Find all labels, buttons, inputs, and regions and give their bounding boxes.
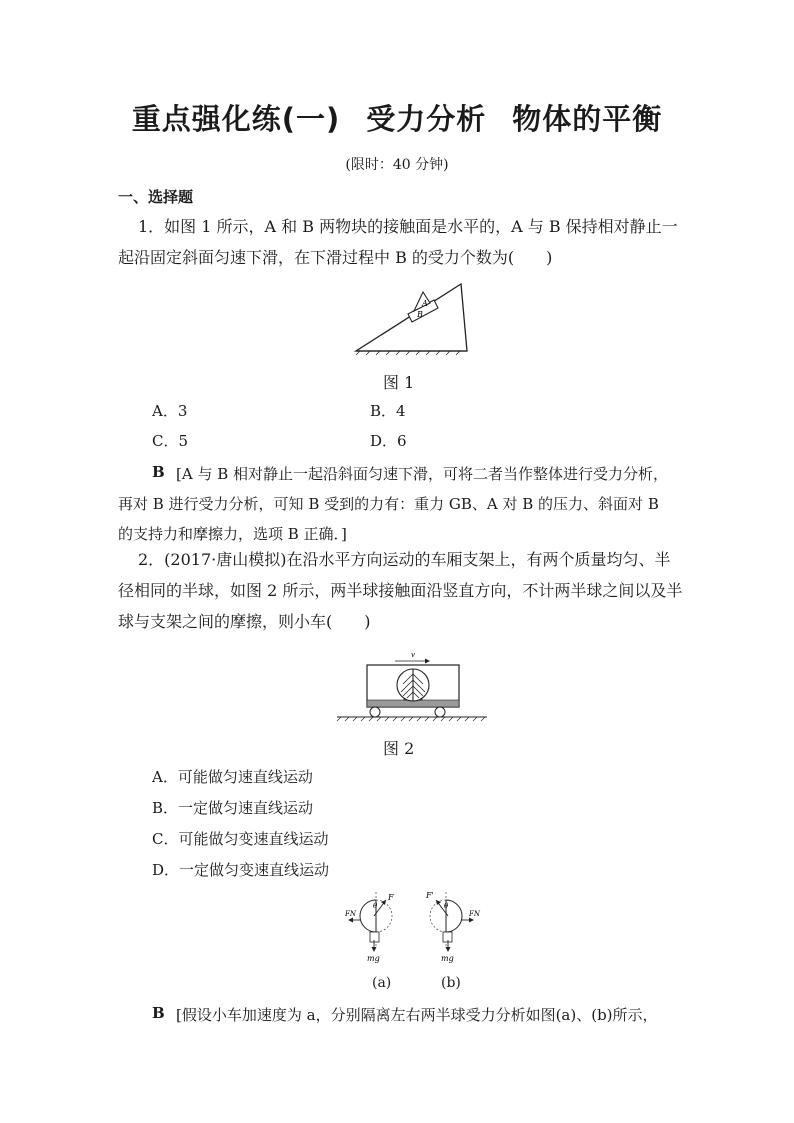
- subcaption-b: (b): [441, 975, 461, 991]
- q1-explanation-line-1: [A 与 B 相对静止一起沿斜面匀速下滑，可将二者当作整体进行受力分析，: [176, 465, 669, 483]
- left-wheel: [370, 707, 380, 717]
- q2-cart-figure: [333, 650, 491, 722]
- ground-hatching-2: [337, 717, 485, 721]
- label-b: B: [417, 310, 423, 319]
- velocity-arrowhead: [425, 659, 430, 664]
- label-theta-b: θ: [444, 902, 449, 910]
- right-wheel: [435, 707, 445, 717]
- label-fn-a: FN: [345, 910, 356, 918]
- q1-option-d: D．6: [370, 432, 407, 450]
- q1-incline-figure: [350, 278, 475, 358]
- q1-figure-caption: 图 1: [383, 373, 415, 392]
- q2-answer-letter: B: [152, 1004, 165, 1022]
- label-mg-b: mg: [441, 954, 454, 963]
- q1-option-a: A．3: [152, 402, 188, 420]
- subcaption-a: (a): [372, 975, 392, 991]
- q2-figure-caption: 图 2: [383, 739, 415, 758]
- fn-arrowhead-b: [469, 918, 474, 923]
- q2-option-b: B．一定做匀速直线运动: [152, 799, 314, 817]
- q2-option-c: C．可能做匀变速直线运动: [152, 830, 329, 848]
- label-v: v: [411, 651, 415, 659]
- fn-arrowhead-a: [348, 918, 353, 923]
- support-a: [370, 932, 379, 942]
- label-f-a: F: [388, 893, 394, 902]
- label-theta-a: θ: [373, 902, 378, 910]
- q1-option-c: C．5: [152, 432, 189, 450]
- support-b: [443, 932, 452, 942]
- title-part2: 受力分析: [366, 102, 487, 136]
- q1-option-b: B．4: [370, 402, 406, 420]
- q1-stem-line-1: 1．如图 1 所示，A 和 B 两物块的接触面是水平的，A 与 B 保持相对静止一: [138, 217, 678, 236]
- title-part3: 物体的平衡: [512, 102, 663, 136]
- label-f-prime-b: F': [426, 891, 434, 900]
- q2-explanation-line-1: [假设小车加速度为 a，分别隔离左右两半球受力分析如图(a)、(b)所示，: [176, 1006, 658, 1024]
- force-diagram-b: [425, 891, 481, 963]
- right-hemisphere-b: [446, 900, 462, 932]
- q1-stem-line-2: 起沿固定斜面匀速下滑，在下滑过程中 B 的受力个数为( ): [118, 248, 553, 267]
- label-fn-b: FN: [469, 910, 480, 918]
- q2-stem-line-2: 径相同的半球，如图 2 所示，两半球接触面沿竖直方向，不计两半球之间以及半: [118, 581, 683, 600]
- time-limit: (限时：40 分钟): [345, 157, 449, 173]
- label-a: A: [422, 299, 428, 308]
- q1-explanation-line-2: 再对 B 进行受力分析，可知 B 受到的力有：重力 GB、A 对 B 的压力、斜面对 B: [118, 495, 659, 513]
- q2-stem-line-1: 2．(2017·唐山模拟)在沿水平方向运动的车厢支架上，有两个质量均匀、半: [138, 550, 671, 569]
- title-main: 重点强化练(一): [131, 102, 341, 136]
- q2-stem-line-3: 球与支架之间的摩擦，则小车( ): [118, 612, 371, 631]
- q2-option-d: D．一定做匀变速直线运动: [152, 861, 330, 879]
- q2-force-diagrams: [340, 888, 490, 968]
- force-diagram-a: [344, 892, 394, 963]
- mg-arrowhead-a: [372, 947, 377, 952]
- q2-option-a: A．可能做匀速直线运动: [152, 768, 313, 786]
- q1-answer-letter: B: [152, 463, 165, 481]
- q1-explanation-line-3: 的支持力和摩擦力，选项 B 正确．]: [118, 525, 347, 543]
- label-mg-a: mg: [367, 954, 380, 963]
- right-dashed-a: [376, 900, 392, 932]
- mg-arrowhead-b: [446, 947, 451, 952]
- section-heading: 一、选择题: [118, 188, 194, 206]
- page-title: [0, 97, 794, 138]
